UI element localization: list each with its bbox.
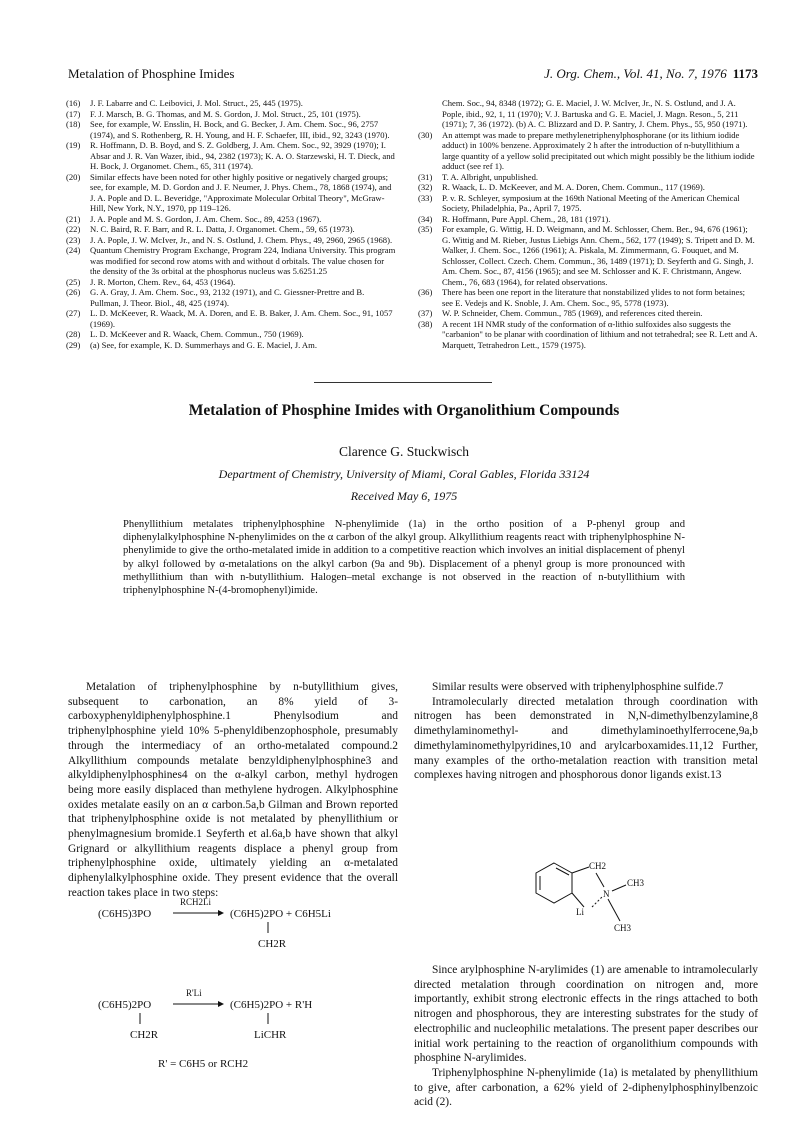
reference-number: (17) bbox=[66, 108, 81, 119]
bond-line bbox=[596, 873, 604, 887]
reference-item bbox=[418, 172, 758, 183]
reference-text: For example, G. Wittig, H. D. Weigmann, and M. Schlosser, Chem. Ber., 94, 676 (1961); G. Wittig and M. Rieber, Justus Liebigs Ann. Chem., 562, 177 (1949); S. Tripett and D. M. Walker, J. Chem. Soc., 1266 (1961); A. Piskala, M. Zimmermann, G. Fouquet, and M. Schlosser, Collect. Czech. Chem. Commun., 36, 1489 (1971); D. Seyferth and G. Singh, J. Am. Chem. Soc., 87, 4156 (1965); and see M. Schlosser and K. F. Christmann, Angew. Chem., 76, 683 (1964), for related observations. bbox=[442, 224, 755, 287]
bond-line bbox=[608, 899, 620, 921]
reference-text: P. v. R. Schleyer, symposium at the 169th National Meeting of the American Chemical Society, Philadelphia, Pa., April 7, 1975. bbox=[442, 192, 740, 213]
reference-text: R. Hoffmann, D. B. Boyd, and S. Z. Goldberg, J. Am. Chem. Soc., 92, 3929 (1970); I. Absar and J. R. Van Wazer, ibid., 94, 2382 (1973); K. A. O. Starzewski, H. T. Dieck, and H. Bock, J. Organomet. Chem., 65, 311 (1974). bbox=[90, 140, 395, 171]
ch3-label: CH3 bbox=[627, 878, 645, 888]
arrow-head bbox=[218, 1001, 224, 1007]
scheme-note: R' = C6H5 or RCH2 bbox=[158, 1058, 249, 1070]
reference-item bbox=[66, 329, 396, 340]
body-right-column-bottom bbox=[414, 963, 758, 1110]
reference-number: (25) bbox=[66, 276, 81, 287]
reference-item bbox=[418, 214, 758, 225]
reference-number: (24) bbox=[66, 245, 81, 255]
product-1-substituent: CH2R bbox=[258, 938, 287, 950]
reference-number: (28) bbox=[66, 329, 81, 339]
reference-item bbox=[66, 224, 396, 235]
reference-text: L. D. McKeever and R. Waack, Chem. Commun., 750 (1969). bbox=[90, 329, 304, 339]
reference-item bbox=[418, 193, 758, 214]
received-date: Received May 6, 1975 bbox=[350, 489, 458, 503]
reference-text: N. C. Baird, R. F. Barr, and R. L. Datta, J. Organomet. Chem., 59, 65 (1973). bbox=[90, 224, 355, 234]
reference-item bbox=[418, 182, 758, 193]
reference-text: L. D. McKeever, R. Waack, M. A. Doren, and E. B. Baker, J. Am. Chem. Soc., 91, 1057 (1969). bbox=[90, 308, 393, 329]
reference-text: Similar effects have been noted for other highly positive or negatively charged groups; see, for example, M. D. Gordon and J. F. Neumer, J. Phys. Chem., 78, 1868 (1974), and J. A. Pople and D. L. Beveridge, "Approximate Molecular Orbital Theory", McGraw-Hill, New York, N.Y., 1970, pp 119–126. bbox=[90, 171, 392, 213]
reference-number: (38) bbox=[418, 318, 433, 329]
benzene-ring bbox=[536, 863, 572, 903]
reference-item bbox=[418, 98, 758, 130]
reference-item bbox=[66, 277, 396, 288]
paragraph: Similar results were observed with triphenylphosphine sulfide.7 bbox=[432, 681, 724, 693]
reference-text: An attempt was made to prepare methylenetriphenylphosphorane (or its lithium iodide adduct) in 100% benzene. Approximately 2 h after the introduction of n-butyllithium a large quantity of a yellow solid precipitated out which might possibly be the lithium iodide adduct (see ref 1). bbox=[442, 129, 755, 171]
reference-item bbox=[418, 130, 758, 172]
reference-text: J. A. Pople, J. W. McIver, Jr., and N. S. Ostlund, J. Chem. Phys., 49, 2960, 2965 (1968). bbox=[90, 234, 393, 245]
paragraph: Triphenylphosphine N-phenylimide (1a) is metalated by phenyllithium to give, after carbonation, a 62% yield of 2-diphenylphosphinylbenzoic acid (2). bbox=[414, 1066, 758, 1109]
product-2-substituent: LiCHR bbox=[254, 1029, 287, 1041]
reference-number: (36) bbox=[418, 287, 433, 297]
reference-text: Chem. Soc., 94, 8348 (1972); G. E. Maciel, J. W. McIver, Jr., N. S. Ostlund, and J. A. Pople, ibid., 92, 1, 11 (1970); V. J. Bartuska and G. E. Maciel, J. Magn. Reson., 5, 211 (1971); 7, 36 (1972). (b) A. C. Blizzard and D. P. Santry, J. Chem. Phys., 55, 950 (1971). bbox=[442, 98, 748, 129]
section-divider bbox=[314, 382, 492, 383]
reactant-1: (C6H5)3PO bbox=[98, 908, 152, 920]
reference-number: (34) bbox=[418, 213, 433, 224]
reference-text: J. A. Pople and M. S. Gordon, J. Am. Chem. Soc., 89, 4253 (1967). bbox=[90, 213, 322, 224]
chemical-structure bbox=[534, 855, 664, 950]
affiliation: Department of Chemistry, University of Miami, Coral Gables, Florida 33124 bbox=[218, 467, 590, 481]
ring-double-bond bbox=[556, 868, 569, 875]
page-number: 1173 bbox=[732, 66, 758, 81]
journal-citation: J. Org. Chem., Vol. 41, No. 7, 1976 1173 bbox=[544, 66, 758, 81]
reference-item bbox=[66, 235, 396, 246]
reference-text: J. R. Morton, Chem. Rev., 64, 453 (1964). bbox=[90, 276, 236, 287]
references-left-column bbox=[66, 98, 396, 350]
reference-number: (26) bbox=[66, 287, 81, 297]
reference-item bbox=[66, 172, 396, 214]
reference-text: J. F. Labarre and C. Leibovici, J. Mol. Struct., 25, 445 (1975). bbox=[90, 98, 303, 108]
reference-item bbox=[66, 98, 396, 109]
paragraph: Since arylphosphine N-arylimides (1) are amenable to intramolecularly directed metalation through coordination on nitrogen and, more importantly, exhibit strong electronic effects in the rings attached to both nitrogen and phosphorous, they are interesting substrates for the study of electrophilic and nucleophilic metalations. The present paper describes our initial work pertaining to the reaction of organolithium compounds with phosphine N-arylimides. bbox=[414, 964, 758, 1065]
reference-number: (20) bbox=[66, 171, 81, 182]
reference-number: (31) bbox=[418, 171, 433, 182]
reference-text: (a) See, for example, K. D. Summerhays and G. E. Maciel, J. Am. bbox=[90, 339, 317, 350]
reference-item bbox=[418, 308, 758, 319]
product-2: (C6H5)2PO + R'H bbox=[230, 999, 313, 1011]
reference-text: R. Waack, L. D. McKeever, and M. A. Doren, Chem. Commun., 117 (1969). bbox=[442, 182, 705, 192]
ch3-label: CH3 bbox=[614, 923, 632, 933]
reference-item bbox=[418, 319, 758, 351]
reference-number: (33) bbox=[418, 192, 433, 203]
reference-item bbox=[418, 224, 758, 287]
reference-text: W. P. Schneider, Chem. Commun., 785 (1969), and references cited therein. bbox=[442, 308, 703, 318]
reagent-1: RCH2Li bbox=[180, 897, 212, 907]
reactant-2-substituent: CH2R bbox=[130, 1029, 159, 1041]
reference-item bbox=[66, 308, 396, 329]
abstract: Phenyllithium metalates triphenylphosphine N-phenylimide (1a) in the ortho position of a P-phenyl group and diphenylalkylphosphine N-phenylimides on the α carbon of the alkyl group. Alkyllithium reagents react with triphenylphosphine N-phenylimide to give the ortho-metalated imide in addition to a competitive reaction which involves an initial displacement of phenyl by alkyl followed by α-metalations on the alkyl carbon (9a and 9b). Displacement of a phenyl group is more pronounced with methyllithium than with n-butyllithium. Halogen–metal exchange is not observed in the reaction of n-butyllithium with triphenylphosphine N-(4-bromophenyl)imide. bbox=[123, 519, 685, 597]
reference-number bbox=[418, 98, 442, 130]
reference-number: (19) bbox=[66, 140, 81, 150]
reference-number: (27) bbox=[66, 308, 81, 318]
reference-number: (29) bbox=[66, 339, 81, 350]
reference-number: (21) bbox=[66, 213, 81, 224]
body-right-column-top bbox=[414, 680, 758, 783]
references-right-column bbox=[418, 98, 758, 350]
reference-number: (16) bbox=[66, 98, 81, 108]
reactant-2: (C6H5)2PO bbox=[98, 999, 152, 1011]
author: Clarence G. Stuckwisch bbox=[338, 444, 470, 459]
bond-line bbox=[612, 885, 626, 891]
reference-number: (32) bbox=[418, 182, 433, 192]
reference-text: G. A. Gray, J. Am. Chem. Soc., 93, 2132 (1971), and C. Giessner-Prettre and B. Pullman, J. Theor. Biol., 48, 425 (1974). bbox=[90, 287, 365, 308]
reference-item bbox=[66, 245, 396, 277]
reference-number: (37) bbox=[418, 308, 433, 318]
reference-number: (30) bbox=[418, 129, 433, 140]
product-1: (C6H5)2PO + C6H5Li bbox=[230, 908, 331, 920]
arrow-head bbox=[218, 910, 224, 916]
running-title: Metalation of Phosphine Imides bbox=[68, 66, 235, 81]
reference-item bbox=[66, 287, 396, 308]
reference-number: (35) bbox=[418, 224, 433, 234]
reference-item bbox=[66, 109, 396, 120]
bond-line bbox=[572, 893, 584, 907]
reference-item bbox=[66, 140, 396, 172]
nitrogen-label: N bbox=[603, 889, 610, 899]
lithium-label: Li bbox=[576, 907, 584, 917]
body-left-column bbox=[68, 680, 398, 901]
coordination-bond bbox=[592, 897, 602, 907]
reference-item bbox=[418, 287, 758, 308]
reference-text: T. A. Albright, unpublished. bbox=[442, 171, 539, 182]
reference-text: See, for example, W. Ensslin, H. Bock, and G. Becker, J. Am. Chem. Soc., 96, 2757 (1974), and S. Rothenberg, R. H. Young, and H. F. Schaefer, III, ibid., 92, 3243 (1970). bbox=[90, 119, 390, 140]
reference-item bbox=[66, 340, 396, 351]
reference-text: F. J. Marsch, B. G. Thomas, and M. S. Gordon, J. Mol. Struct., 25, 101 (1975). bbox=[90, 108, 361, 119]
reference-text: R. Hoffmann, Pure Appl. Chem., 28, 181 (1971). bbox=[442, 213, 611, 224]
reference-text: There has been one report in the literature that nonstabilized ylides to not form betaines; see E. Vedejs and K. Snoble, J. Am. Chem. Soc., 95, 5778 (1973). bbox=[442, 287, 746, 308]
paragraph: Intramolecularly directed metalation through coordination with nitrogen has been demonstrated in N,N-dimethylbenzylamine,8 dimethylaminomethyl- and dimethylaminoethylferrocene,9a,b dimethylaminomethylpyridines,10 and arylcarboxamides.11,12 Further, many examples of the ortho-metalation reaction with transition metal complexes having nitrogen and phosphorous donor ligands exist.13 bbox=[414, 695, 758, 782]
reference-item bbox=[66, 214, 396, 225]
article-title: Metalation of Phosphine Imides with Organolithium Compounds bbox=[188, 402, 620, 419]
paragraph: Metalation of triphenylphosphine by n-butyllithium gives, subsequent to carbonation, an 8% yield of 3-carboxyphenyldiphenylphosphine.1 Phenylsodium and triphenylphosphine yield 10% 5-phenyldibenzophosphole, presumably through the intermediacy of an ortho-metalated compound.2 Alkyllithium compounds metalate benzyldiphenylphosphine3 and alkyldiphenylphosphines4 on the α-alkyl carbon, methyl hydrogen being more easily displaced than methylene hydrogen. Alkylphosphine oxides metalate easily on an α carbon.5a,b Gilman and Brown reported that triphenylphosphine oxide is not metalated by phenyllithium or phenylmagnesium bromide.1 Seyferth et al.6a,b have shown that alkyl Grignard or alkyllithium reagents displace a phenyl group from triphenylphosphine oxide, ultimately yielding an α-metalated diphenylalkylphosphine oxide. They present evidence that the overall reaction takes place in two steps: bbox=[68, 681, 398, 899]
reference-text: A recent 1H NMR study of the conformation of α-lithio sulfoxides also suggests the "carbanion" to be planar with coordination of lithium and not tetrahedral; see R. Lett and A. Marquett, Tetrahedron Lett., 1579 (1975). bbox=[442, 318, 758, 350]
reference-number: (22) bbox=[66, 224, 81, 234]
reagent-2: R'Li bbox=[186, 988, 202, 998]
ch2-label: CH2 bbox=[589, 861, 607, 871]
bond-line bbox=[572, 867, 589, 873]
running-header bbox=[68, 66, 758, 84]
reference-number: (18) bbox=[66, 119, 81, 129]
reaction-scheme bbox=[68, 895, 398, 1095]
reference-number: (23) bbox=[66, 234, 81, 245]
reference-text: Quantum Chemistry Program Exchange, Program 224, Indiana University. This program was modified for second row atoms with and without d orbitals. The value chosen for the density of the 3s orbital at the phosphorus nucleus was 5.6251.25 bbox=[90, 245, 396, 276]
reference-item bbox=[66, 119, 396, 140]
